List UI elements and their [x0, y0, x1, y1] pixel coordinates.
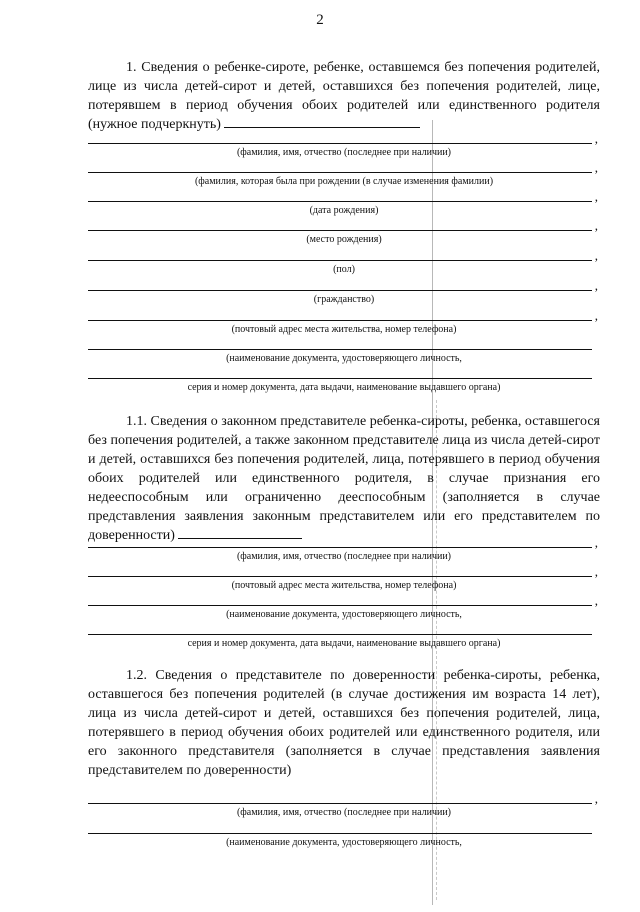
section-1-1-text: 1.1. Сведения о законном представителе ребенка-сироты, ребенка, оставшегося без попечения родителей, а также законном представителе лица из числа детей-сирот и детей, оставшихся без попечения родителей, лица, потерявшего в период обучения обоих родителей или единственного родителя, в случае признания его недееспособным или ограниченно дееспособным (заполняется в случае представления заявления законным представителем или его представителем по доверенности): [88, 414, 600, 543]
field-caption: серия и номер документа, дата выдачи, наименование выдавшего органа): [187, 638, 501, 649]
page-number: 2: [316, 12, 324, 28]
document-page: 2 1. Сведения о ребенке-сироте, ребенке, оставшемся без попечения родителей, лице из числа детей-сирот и детей, оставшихся без попечения родителей, лице, потерявшем в период обучения обоих родителей или единственного родителя (нужное подчеркнуть) , (фамилия, имя, отчество (последнее при наличии) , (фамилия, которая была при рождении (в случае изменения фамилии) , (дата рождения) , (место рождения) , (пол) , (гражданство) , (почтовый адрес места жительства, номер телефона) (наименование документа, удостоверяющего личность, серия и номер документа, дата выдачи, наименование выдавшего органа) 1.1. Сведения о законном представителе ребенка-сироты, ребенка, оставшегося без попечения родителей, а также законном представителе лица из числа детей-сирот и детей, оставшихся без попечения родителей, лица, потерявшего в период обучения обоих родителей или единственного родителя, в случае признания его недееспособным или ограниченно дееспособным (заполняется в случае представления заявления законным представителем или его представителем по доверенности) , (фамилия, имя, отчество (последнее при наличии) , (почтовый адрес места жительства, номер телефона) , (наименование документа, удостоверяющего личность, серия и номер документа, дата выдачи, наименование выдавшего органа) 1.2. Сведения о представителе по доверенности ребенка-сироты, ребенка, оставшегося без попечения родителей (в случае достижения им возраста 14 лет), лица из числа детей-сирот и детей, оставшихся без попечения родителей, лица, потерявшего в период обучения обоих родителей или единственного родителя, или его законного представителя (заполняется в случае представления заявления представителем по доверенности) , (фамилия, имя, отчество (последнее при наличии) (наименование документа, удостоверяющего личность,: [0, 0, 640, 912]
field-caption: (наименование документа, удостоверяющего личность,: [226, 837, 462, 848]
field-caption: (фамилия, имя, отчество (последнее при наличии): [236, 551, 452, 562]
section-1-2-text: 1.2. Сведения о представителе по доверенности ребенка-сироты, ребенка, оставшегося без попечения родителей (в случае достижения им возраста 14 лет), лица из числа детей-сирот и детей, оставшихся без попечения родителей, лица, потерявшего в период обучения обоих родителей или единственного родителя, или его законного представителя (заполняется в случае представления заявления представителем по доверенности): [88, 668, 600, 778]
field-caption: (почтовый адрес места жительства, номер телефона): [231, 324, 457, 335]
underline-blank[interactable]: [178, 526, 302, 539]
underline-blank[interactable]: [224, 115, 420, 128]
field-caption: серия и номер документа, дата выдачи, наименование выдавшего органа): [187, 382, 501, 393]
field-caption: (фамилия, которая была при рождении (в случае изменения фамилии): [194, 176, 494, 187]
field-caption: (пол): [333, 264, 355, 275]
field-caption: (наименование документа, удостоверяющего личность,: [226, 609, 462, 620]
field-caption: (дата рождения): [309, 205, 379, 216]
section-1-2-heading: [88, 666, 600, 780]
field-caption: (место рождения): [306, 234, 382, 245]
field-caption: (фамилия, имя, отчество (последнее при наличии): [236, 807, 452, 818]
field-caption: (фамилия, имя, отчество (последнее при наличии): [236, 147, 452, 158]
field-caption: (наименование документа, удостоверяющего личность,: [226, 353, 462, 364]
section-1-text: 1. Сведения о ребенке-сироте, ребенке, оставшемся без попечения родителей, лице из числа детей-сирот и детей, оставшихся без попечения родителей, лице, потерявшем в период обучения обоих родителей или единственного родителя (нужное подчеркнуть): [88, 60, 600, 132]
field-caption: (почтовый адрес места жительства, номер телефона): [231, 580, 457, 591]
section-1-heading: [88, 58, 600, 134]
section-1-1-heading: [88, 412, 600, 545]
field-caption: (гражданство): [313, 294, 375, 305]
